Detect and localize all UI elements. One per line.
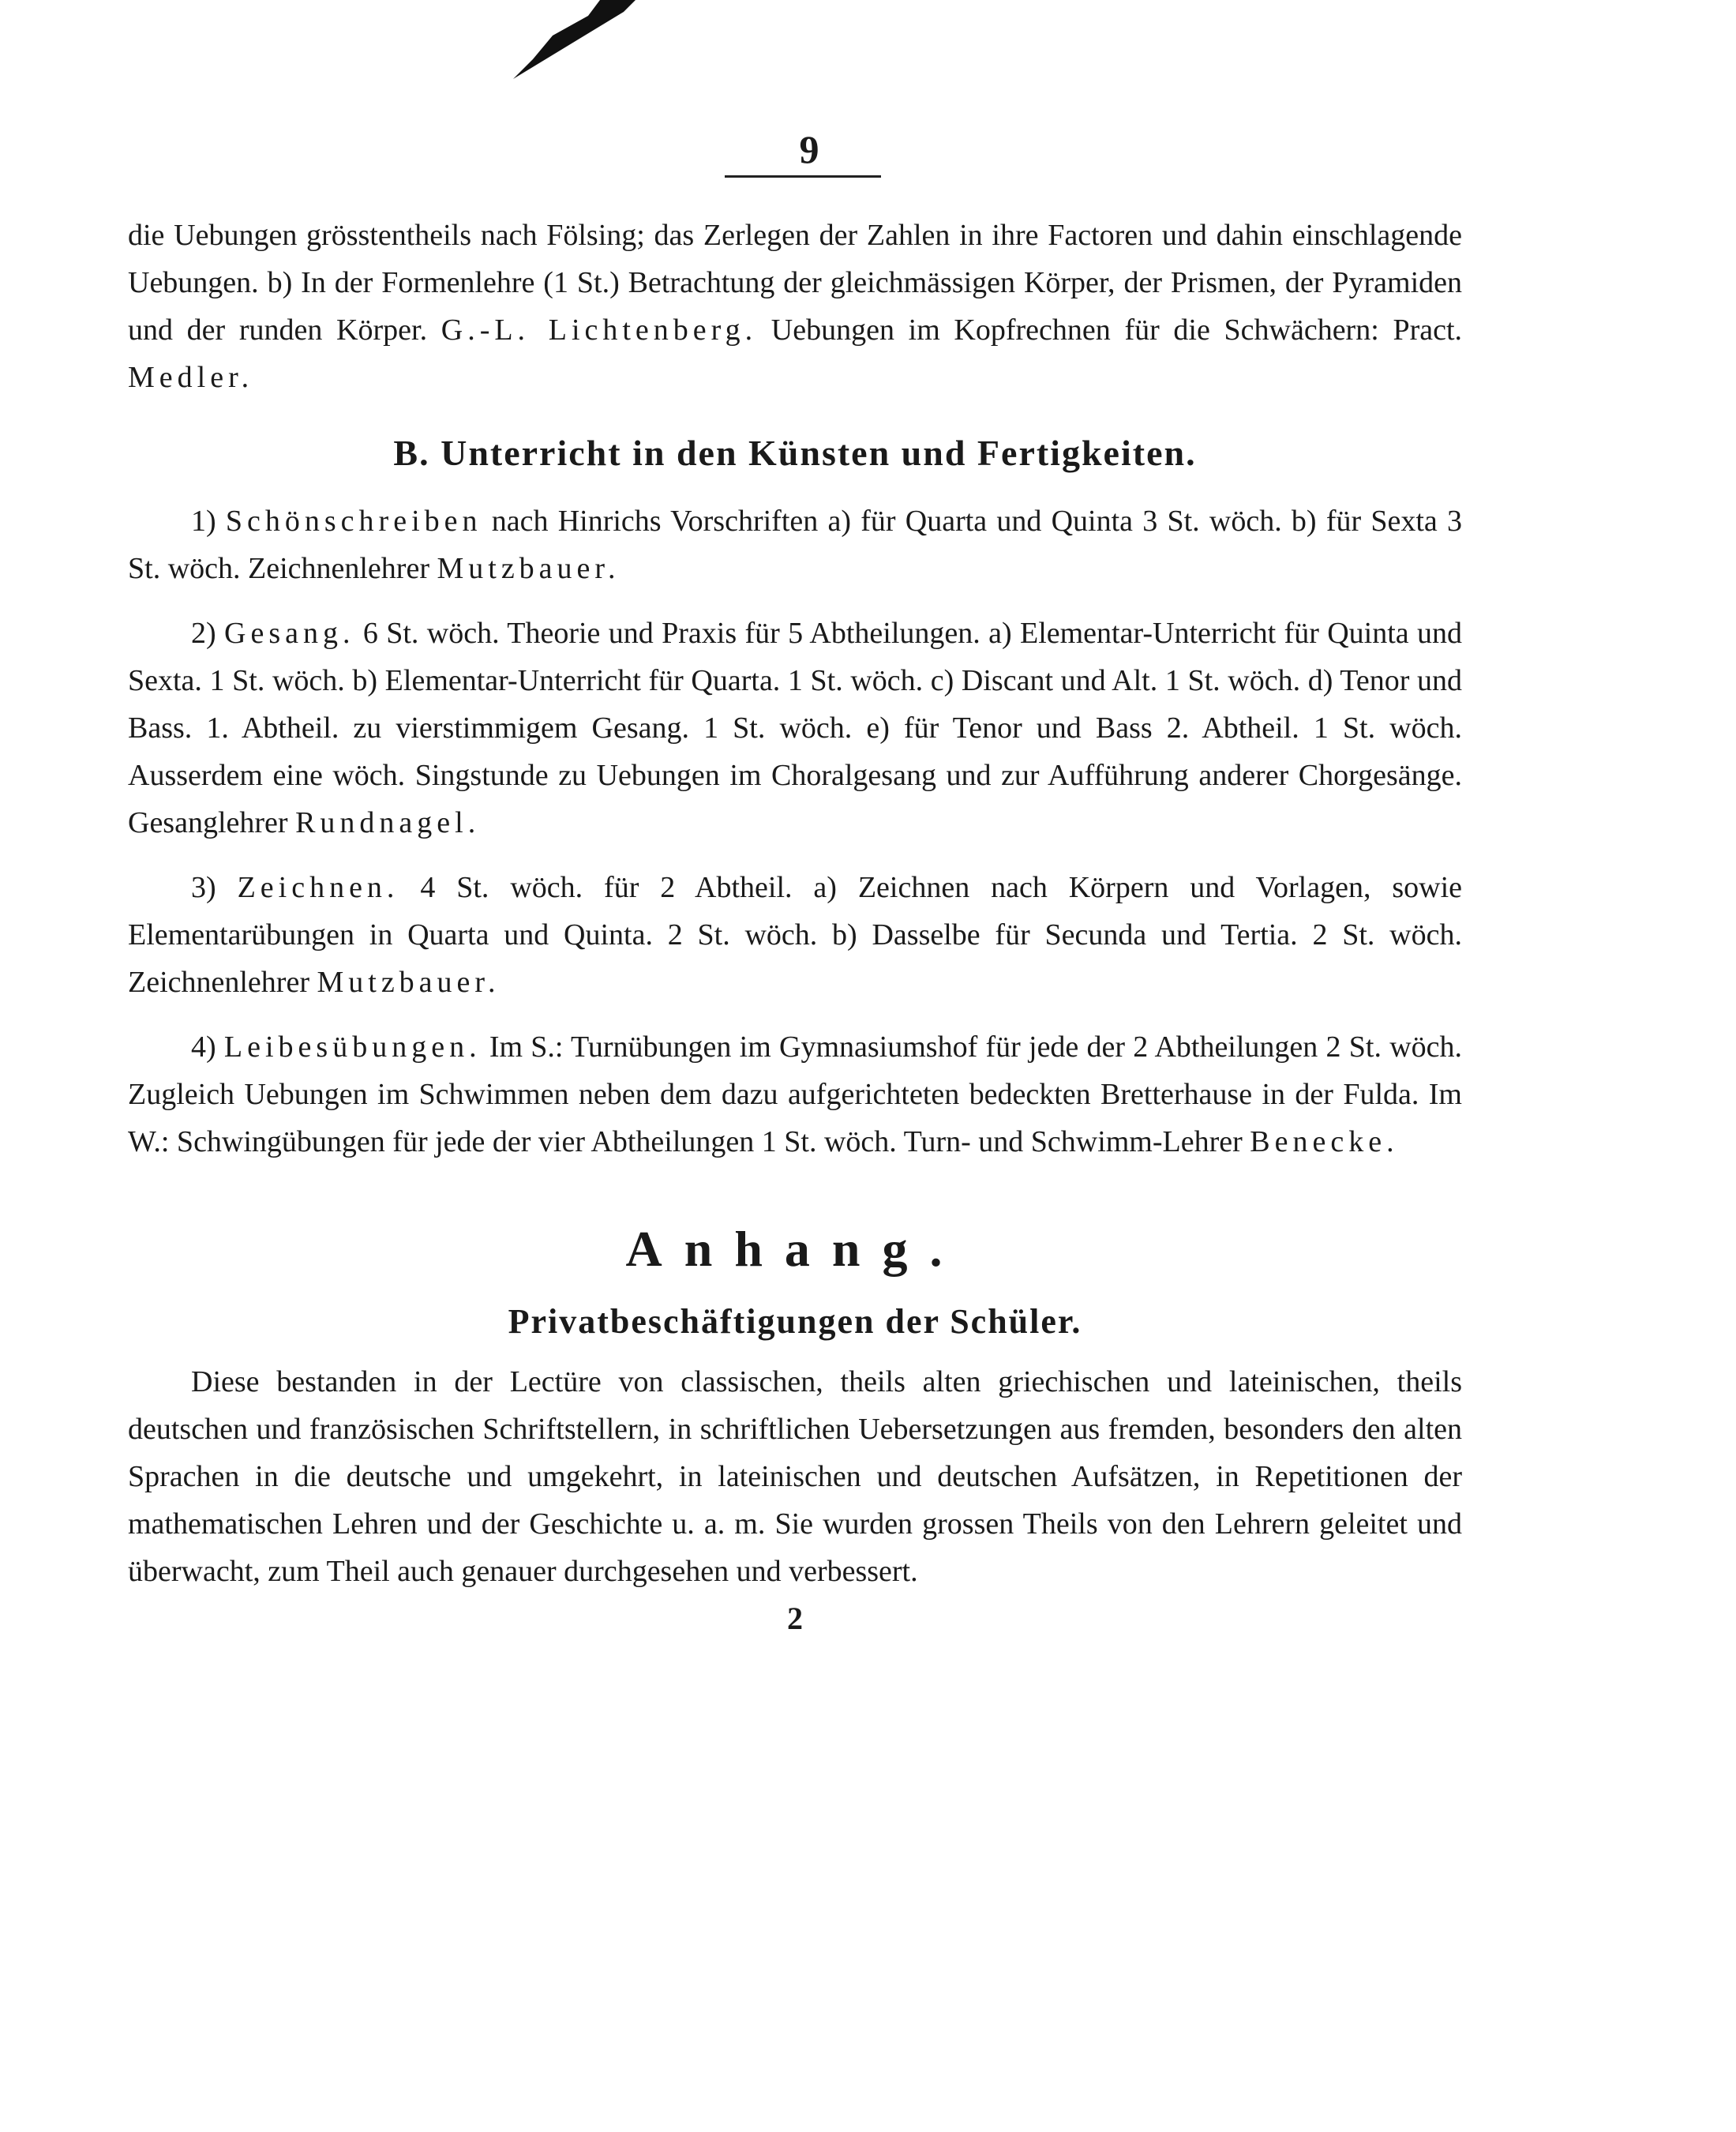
folio-rule [725, 175, 881, 178]
page-folio: 9 [799, 127, 819, 171]
item2-title: Gesang. [224, 617, 355, 650]
item1-number: 1) [191, 505, 216, 538]
item1-text: nach Hinrichs Vorschriften a) für Quarta und Quinta 3 St. wöch. b) für Sexta 3 St. wöch. Zeichnenlehrer [128, 505, 1463, 585]
item4-teacher: Benecke. [1250, 1125, 1399, 1158]
page-body [128, 212, 1462, 1642]
item4-number: 4) [191, 1030, 216, 1064]
item1-title: Schönschreiben [225, 505, 482, 538]
item-leibesuebungen [128, 1023, 1462, 1165]
item1-teacher: Mutzbauer. [437, 552, 621, 585]
item4-text: Im S.: Turnübungen im Gymnasiumshof für jede der 2 Abtheilungen 2 St. wöch. Zugleich Uebungen im Schwimmen neben dem dazu aufgerichteten bedeckten Bretterhause in der Fulda. Im W.: Schwingübungen für jede der vier Abtheilungen 1 St. wöch. Turn- und Schwimm-Lehrer [128, 1030, 1463, 1158]
signature-mark: 2 [787, 1601, 803, 1636]
item2-teacher: Rundnagel. [295, 806, 481, 839]
section-heading-b: B. Unterricht in den Künsten und Fertigkeiten. [393, 433, 1197, 473]
para1-tail: Uebungen im Kopfrechnen für die Schwächern: Pract. [771, 313, 1463, 347]
item2-number: 2) [191, 617, 216, 650]
item-schoenschreiben [128, 497, 1462, 592]
item2-text: 6 St. wöch. Theorie und Praxis für 5 Abtheilungen. a) Elementar-Unterricht für Quinta und Sexta. 1 St. wöch. b) Elementar-Unterricht für Quarta. 1 St. wöch. c) Discant und Alt. 1 St. wöch. d) Tenor und Bass. 1. Abtheil. zu vierstimmigem Gesang. 1 St. wöch. e) für Tenor und Bass 2. Abtheil. 1 St. wöch. Ausserdem eine wöch. Singstunde zu Uebungen im Choralgesang und zur Aufführung anderer Chorgesänge. Gesanglehrer [128, 617, 1462, 839]
teacher-lichtenberg: G.-L. Lichtenberg. [441, 313, 758, 347]
continuation-paragraph [128, 212, 1462, 401]
item3-title: Zeichnen. [237, 871, 399, 904]
anhang-heading: Anhang. [625, 1221, 965, 1277]
item-zeichnen [128, 864, 1462, 1006]
privatbeschaeftigungen-paragraph: Diese bestanden in der Lectüre von classischen, theils alten griechischen und lateinischen, theils deutschen und französischen Schriftstellern, in schriftlichen Uebersetzungen aus fremden, besonders den alten Sprachen in die deutsche und umgekehrt, in lateinischen und deutschen Aufsätzen, in Repetitionen der mathematischen Lehren und der Geschichte u. a. m. Sie wurden grossen Theils von den Lehrern geleitet und überwacht, zum Theil auch genauer durchgesehen und verbessert. [128, 1365, 1462, 1588]
item4-title: Leibesübungen. [223, 1030, 482, 1064]
item3-text: 4 St. wöch. für 2 Abtheil. a) Zeichnen nach Körpern und Vorlagen, sowie Elementarübungen in Quarta und Quinta. 2 St. wöch. b) Dasselbe für Secunda und Tertia. 2 St. wöch. Zeichnenlehrer [128, 871, 1463, 999]
para1-text: die Uebungen grösstentheils nach Fölsing; das Zerlegen der Zahlen in ihre Factoren und dahin einschlagende Uebungen. b) In der Formenlehre (1 St.) Betrachtung der gleichmässigen Körper, der Prismen, der Pyramiden und der runden Körper. [128, 219, 1462, 347]
item-gesang [128, 610, 1462, 846]
ink-smudge-mark [505, 0, 639, 83]
teacher-medler: Medler. [128, 361, 254, 394]
item3-number: 3) [191, 871, 216, 904]
privatbeschaeftigungen-heading: Privatbeschäftigungen der Schüler. [508, 1302, 1082, 1341]
item3-teacher: Mutzbauer. [317, 966, 501, 999]
